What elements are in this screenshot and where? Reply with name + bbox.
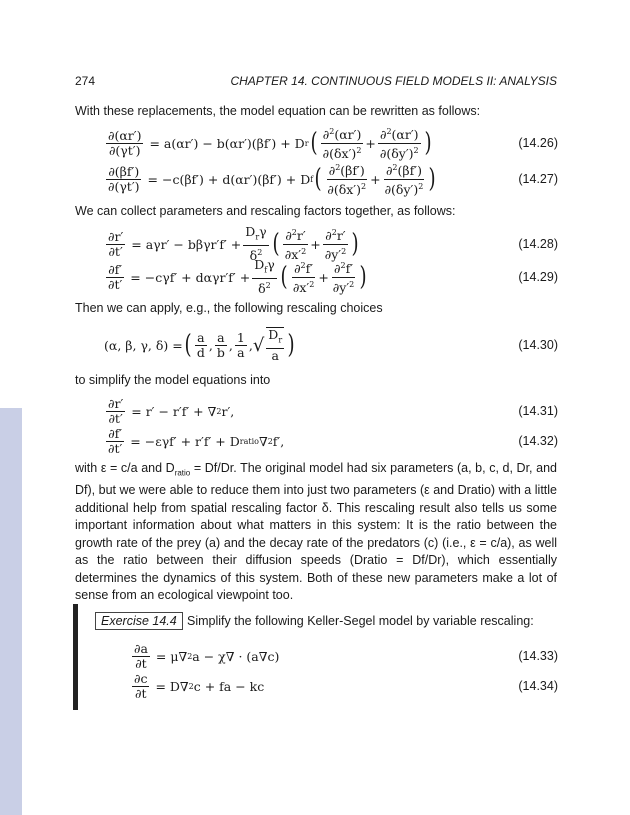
equation-number: (14.26) [518,136,558,150]
page-header [75,74,557,90]
equation-number: (14.29) [518,270,558,284]
paragraph-discussion: with ε = c/a and $D_{ratio} = Df/Dr$. The original model had six parameters (a, b, c, d, Dr, and Df), but we were able to reduce them into just two parameters (ε and Dratio) with a little additional help from spatial rescaling factor δ. This rescaling result also tells us some important information about what matters in this system: It is the ratio between the growth rate of the prey (a) and the decay rate of the predators (c) (i.e., ε = c/a), as well as the ratio between their diffusion speeds (Dratio = Df/Dr), which essentially determines the dynamics of this system. Both of these new parameters make a lot of sense from an ecological viewpoint too. [75,461,557,602]
equation-14-27: $\frac{\partial(\beta f')}{\partial(\gamma t')}$ = −c(βf′) + d(αr′)(βf′) + D f ( $\frac{\partial^2(\beta f')}{\partial(\delta x')^2}$ + $\frac{\partial^2(\beta f')}{\partial(\delta y')^2}$ ) (14.27) [108,163,558,197]
equation-14-32: $\frac{\partial f'}{\partial t'}$ = −εγf′ + r′f′ + D ratio ∇ 2 f′, (14.32) [108,425,558,456]
equation-14-30: (α, β, γ, δ) = ( $\frac{a}{d}$ , $\frac{a}{b}$ , $\frac{1}{a}$ , √ $\frac{D_r}{a}$ ) (14.30) [104,327,558,363]
chapter-title: CHAPTER 14. CONTINUOUS FIELD MODELS II: ANALYSIS [230,74,557,88]
exercise-label: Exercise 14.4 [95,612,183,630]
equation-number: (14.27) [518,172,558,186]
paragraph-intro: With these replacements, the model equation can be rewritten as follows: [75,104,481,118]
equation-14-34: $\frac{\partial c}{\partial t}$ = D∇ 2 c + fa − kc (14.34) [134,670,558,701]
equation-14-28: $\frac{\partial r'}{\partial t'}$ = aγr′ − bβγr′f′ + $\frac{D_r\gamma}{\delta^2}$ ( $\frac{\partial^2r'}{\partial x'^2}$ + $\frac{\partial^2r'}{\partial y'^2}$ ) (14.28) [108,224,558,263]
equation-14-31: $\frac{\partial r'}{\partial t'}$ = r′ − r′f′ + ∇ 2 r′, (14.31) [108,395,558,426]
equation-14-33: $\frac{\partial a}{\partial t}$ = μ∇ 2 a − χ∇ · (a∇c) (14.33) [134,640,558,671]
equation-number: (14.33) [518,649,558,663]
exercise-text: Simplify the following Keller-Segel model by variable rescaling: [187,614,534,628]
paragraph-simplify: to simplify the model equations into [75,373,271,387]
equation-number: (14.34) [518,679,558,693]
equation-number: (14.30) [518,338,558,352]
page-number: 274 [75,74,96,88]
page-side-tab [0,408,22,815]
paragraph-then: Then we can apply, e.g., the following rescaling choices [75,301,383,315]
equation-number: (14.32) [518,434,558,448]
paragraph-collect: We can collect parameters and rescaling factors together, as follows: [75,204,456,218]
equation-14-29: $\frac{\partial f'}{\partial t'}$ = −cγf′ + dαγr′f′ + $\frac{D_f\gamma}{\delta^2}$ ( $\frac{\partial^2f'}{\partial x'^2}$ + $\frac{\partial^2f'}{\partial y'^2}$ ) (14.29) [108,257,558,296]
equation-14-26: $\frac{\partial(\alpha r')}{\partial(\gamma t')}$ = a(αr′) − b(αr′)(βf′) + D r ( $\frac{\partial^2(\alpha r')}{\partial(\delta x')^2}$ + $\frac{\partial^2(\alpha r')}{\partial(\delta y')^2}$ ) (14.26) [108,127,558,161]
equation-number: (14.31) [518,404,558,418]
equation-number: (14.28) [518,237,558,251]
